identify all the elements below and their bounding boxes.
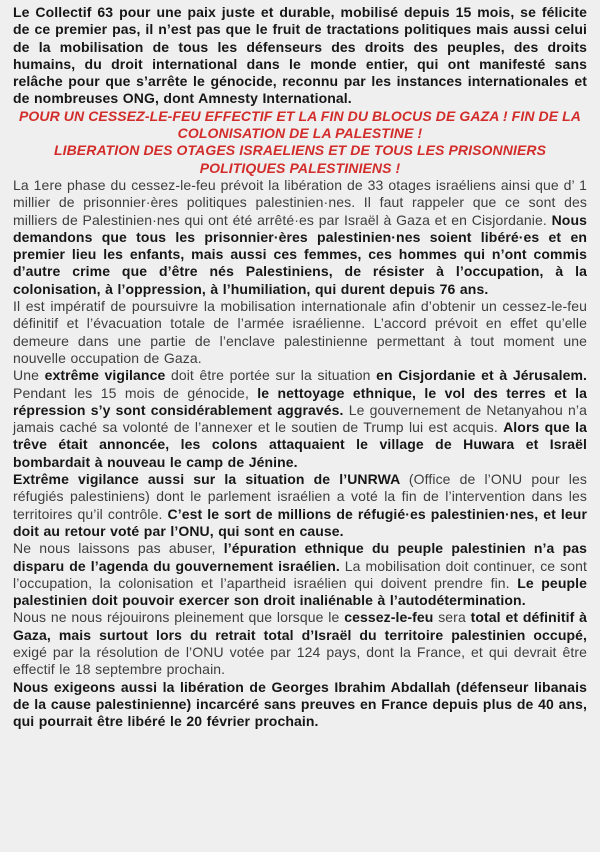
text-run: cessez-le-feu <box>344 609 434 626</box>
text-run: La mobilisation doit continuer, ce sont l’occupation, la colonisation et l’apartheid israélien qui doivent prendre fin. <box>13 557 587 591</box>
text-run: Nous ne nous réjouirons pleinement que lorsque le <box>13 609 345 626</box>
text-run: total et définitif à Gaza, mais surtout lors du retrait total d’Israël du territoire palestinien occupé, <box>13 609 587 643</box>
text-run: Une <box>13 367 45 384</box>
text-run: Pendant les 15 mois de génocide, <box>13 384 258 401</box>
text-run: Le peuple palestinien doit pouvoir exercer son droit inaliénable à l’autodétermination. <box>13 574 587 609</box>
text-run: l’épuration ethnique du peuple palestinien n’a pas disparu de l’agenda du gouvernement israélien. <box>13 540 587 574</box>
text-run: Alors que la trêve était annoncée, les colons attaquaient le village de Huwara et Israël bombardait à nouveau le camp de Jénine. <box>13 419 587 470</box>
text-run: en Cisjordanie et à Jérusalem. <box>376 367 587 384</box>
text-run: (Office de l’ONU pour les réfugiés palestiniens) dont le parlement israélien a voté la fin de l’intervention dans les territoires qu’il contrôle. <box>13 471 588 522</box>
body-paragraph <box>13 679 587 731</box>
text-run: Le Collectif 63 pour une paix juste et durable, mobilisé depuis 15 mois, se félicite de ce premier pas, il n’est pas que le fruit de tractations politiques mais aussi celui de la mobilisation de tous les défenseurs des droits des peuples, des droits humains, du droit international dans le monde entier, qui ont manifesté sans relâche pour que s’arrête le génocide, reconnu par les instances internationales et de nombreuses ONG, dont Amnesty International. <box>13 4 587 107</box>
body-paragraph <box>13 540 587 609</box>
body-paragraph <box>13 471 587 540</box>
text-run: Ne nous laissons pas abuser, <box>13 540 224 557</box>
text-run: sera <box>433 609 471 626</box>
text-run: Le gouvernement de Netanyahou n’a jamais caché sa volonté de l’annexer et le soutien de Trump lui est acquis. <box>13 401 587 436</box>
text-run: le nettoyage ethnique, le vol des terres et la répression s’y sont considérablement aggravés. <box>13 384 587 418</box>
body-paragraph <box>13 609 587 678</box>
text-run: POUR UN CESSEZ-LE-FEU EFFECTIF ET LA FIN DU BLOCUS DE GAZA ! FIN DE LA COLONISATION DE LA PALESTINE ! <box>18 107 582 142</box>
body-paragraph <box>13 4 587 108</box>
text-run: Nous exigeons aussi la libération de Georges Ibrahim Abdallah (défenseur libanais de la cause palestinienne) incarcéré sans preuves en France depuis plus de 40 ans, qui pourrait être libéré le 20 février prochain. <box>13 678 587 730</box>
text-run: La 1ere phase du cessez-le-feu prévoit la libération de 33 otages israéliens ainsi que d’ 1 millier de prisonnier·ères politiques palestinien·nes. Il faut rappeler que ce sont des milliers de Palestinien·nes qui ont été arrêté·es par Israël à Gaza et en Cisjordanie. <box>13 176 587 228</box>
text-run: LIBERATION DES OTAGES ISRAELIENS ET DE TOUS LES PRISONNIERS POLITIQUES PALESTINIENS ! <box>53 142 547 176</box>
text-run: exigé par la résolution de l’ONU votée par 124 pays, dont la France, et qui devrait être effectif le 18 septembre prochain. <box>13 643 587 678</box>
headline-paragraph <box>13 142 587 177</box>
text-run: Il est impératif de poursuivre la mobilisation internationale afin d’obtenir un cessez-le-feu définitif et l’évacuation totale de l’armée israélienne. L’accord prévoit en effet qu’elle demeure dans une partie de l’enclave palestinienne permettant à tout moment une nouvelle occupation de Gaza. <box>13 298 587 366</box>
body-paragraph <box>13 298 587 367</box>
text-run: C’est le sort de millions de réfugié·es palestinien·nes, et leur doit au retour voté par l’ONU, qui sont en cause. <box>13 505 587 539</box>
body-paragraph <box>13 177 587 298</box>
text-run: doit être portée sur la situation <box>165 367 377 384</box>
text-run: Extrême vigilance aussi sur la situation de l’UNRWA <box>13 471 409 488</box>
text-run: Nous demandons que tous les prisonnier·ères palestinien·nes soient libéré·es et en premier lieu les enfants, mais aussi ces femmes, ces hommes qui n’ont commis d’autre crime que d’être nés Palestiniens, de résister à l’occupation, à la colonisation, à l’oppression, à l’humiliation, qui durent depuis 76 ans. <box>13 211 587 297</box>
headline-paragraph <box>13 108 587 143</box>
body-paragraph <box>13 367 587 471</box>
text-run: extrême vigilance <box>44 367 166 384</box>
